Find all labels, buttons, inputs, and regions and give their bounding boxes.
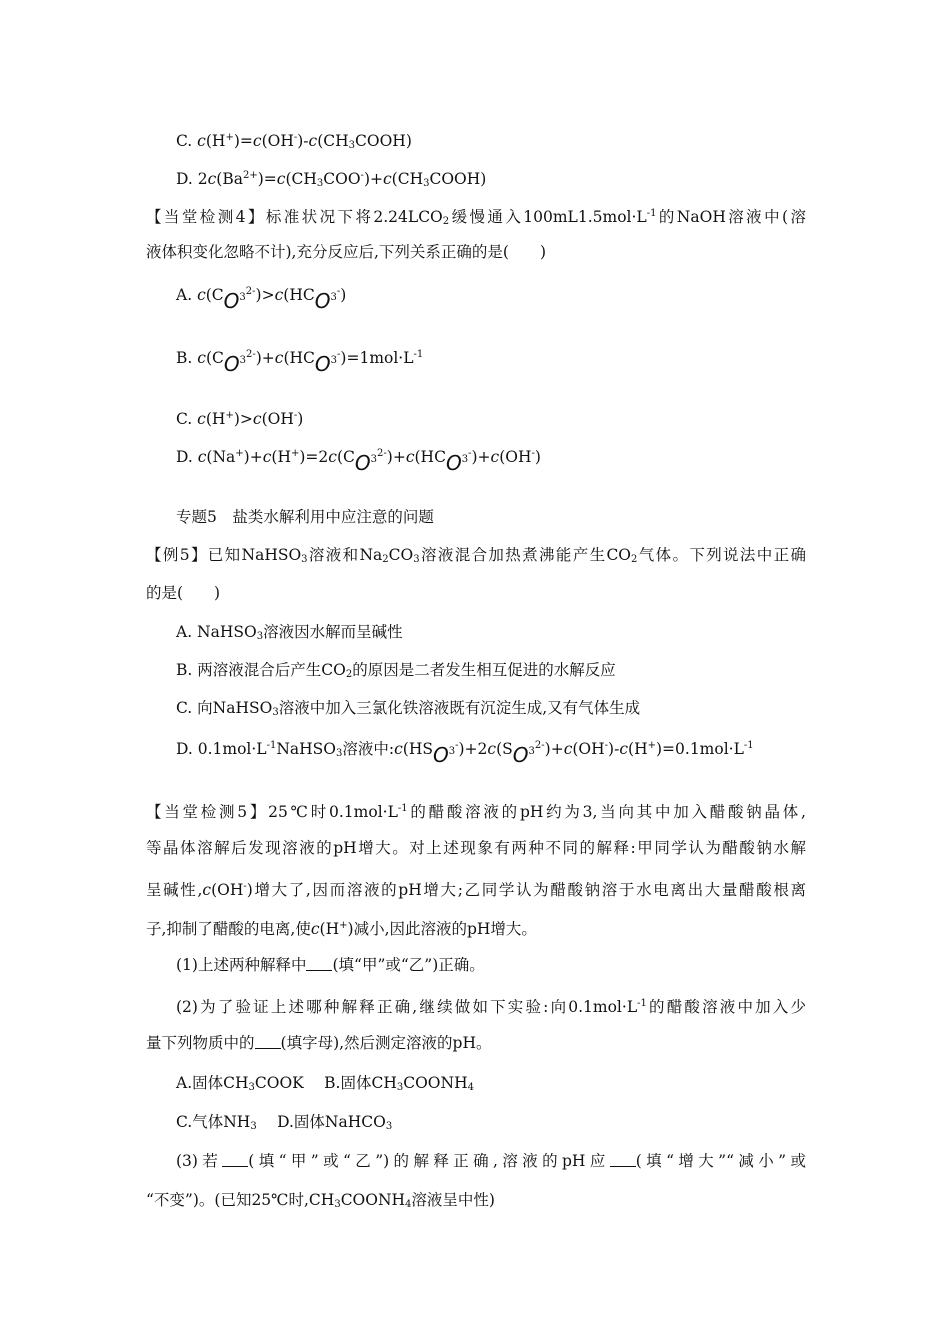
answer-blank[interactable] [255,1034,281,1049]
example5-option-d: D. $0.1mol\cdot L^{-1}NaHSO_3$溶液中$:c(HSO3^-)+2c(SO3^{2-})+c(OH^-)-c(H^+)=0.1mol\cdot L^{-1}$ [176,740,754,767]
check5-question-2a: (2)为了验证上述哪种解释正确,继续做如下实验:向$0.1mol\cdot L^{-1}$的醋酸溶液中加入少 [176,998,806,1016]
check4-option-c: C. c(H+)>c(OH-) [176,410,304,428]
option-d-prev: D. $2c(Ba^{2+})=c(CH_3COO^-)+c(CH_3COOH)$ [176,170,487,189]
check5-question-3b: “不变”)。(已知25℃时$,CH_3COONH_4$溶液呈中性) [146,1191,495,1210]
check4-option-b: B. $c(CO3^{2-})+c(HCO3^-)=1mol\cdot L^{-1}$ [176,349,424,376]
check5-options-cd: C.气体$NH_3$ D.固体NaHCO$_3$ [176,1113,393,1132]
topic5-heading: 专题5 盐类水解利用中应注意的问题 [176,508,434,526]
check5-question-1: (1)上述两种解释中 (填“甲”或“乙”)正确。 [176,956,485,974]
check5-question-3a: (3)若 (填“甲”或“乙”)的解释正确,溶液的pH应 (填“增大”“减小”或 [176,1152,806,1170]
answer-blank[interactable] [306,956,332,971]
check5-stem-3: 呈碱性,c(OH-)增大了,因而溶液的pH增大;乙同学认为醋酸钠溶于水电离出大量醋酸根离 [146,881,807,899]
check5-stem-4: 子,抑制了醋酸的电离,使c(H+)减小,因此溶液的pH增大。 [146,920,537,938]
check5-stem-1: 【当堂检测5】25℃时$0.1mol\cdot L^{-1}$的醋酸溶液的pH约为3,当向其中加入醋酸钠晶体, [146,803,806,821]
check5-stem-2: 等晶体溶解后发现溶液的pH增大。对上述现象有两种不同的解释:甲同学认为醋酸钠水解 [146,839,806,857]
example5-option-c: C. 向NaHSO$_3$溶液中加入三氯化铁溶液既有沉淀生成,又有气体生成 [176,699,641,718]
example5-option-a: A. NaHSO$_3$溶液因水解而呈碱性 [176,623,403,642]
answer-blank[interactable] [610,1152,636,1167]
check5-question-2b: 量下列物质中的 (填字母),然后测定溶液的pH。 [146,1034,492,1052]
check5-options-ab: A.固体$CH_3COOK$ B.固体$CH_3COONH_4$ [176,1074,474,1093]
option-c-prev: C. $c(H^+)=c(OH^-)-c(CH_3COOH)$ [176,132,412,151]
check4-option-d: D. $c(Na^+)+c(H^+)=2c(CO3^{2-})+c(HCO3^-)+c(OH^-)$ [176,448,541,475]
answer-blank[interactable] [222,1152,248,1167]
example5-option-b: B. 两溶液混合后产生$CO_2$的原因是二者发生相互促进的水解反应 [176,661,616,680]
example5-stem-2: 的是( ) [146,584,221,602]
check4-stem-2: 液体积变化忽略不计),充分反应后,下列关系正确的是( ) [146,243,546,261]
check4-option-a: A. $c(CO3^{2-})>c(HCO3^-)$ [176,286,347,313]
example5-stem-1: 【例5】已知NaHSO$_3$溶液和$Na_2CO_3$溶液混合加热煮沸能产生$CO_2$气体。下列说法中正确 [146,546,806,565]
check4-stem-1: 【当堂检测4】标准状况下将$2.24LCO_2$缓慢通入$100mL1.5mol\cdot L^{-1}$的NaOH溶液中(溶 [146,208,807,227]
